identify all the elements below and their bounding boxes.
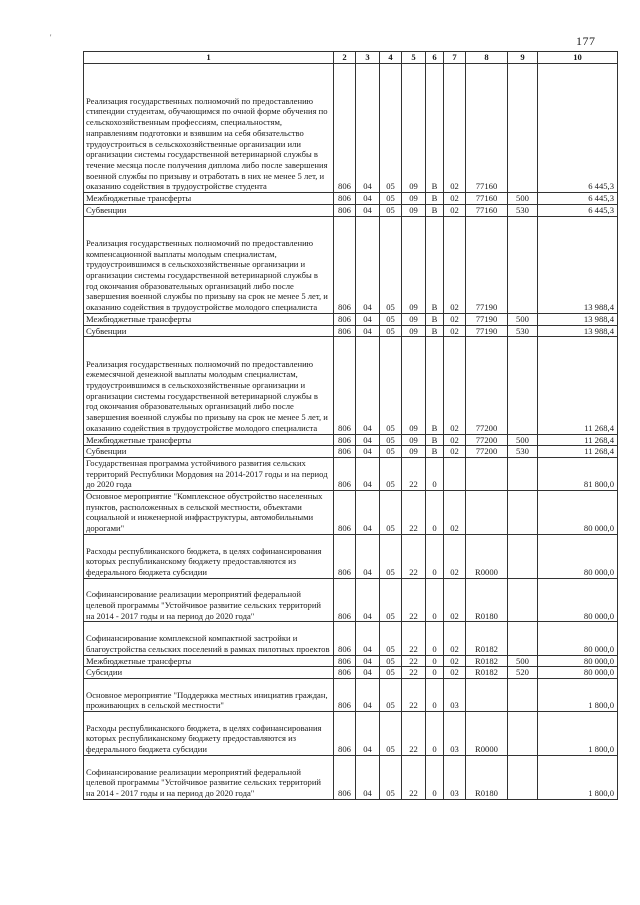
direction-code: R0000 bbox=[466, 712, 508, 756]
event-code: 02 bbox=[444, 622, 466, 655]
amount: 13 988,4 bbox=[538, 313, 618, 325]
section-code: 04 bbox=[356, 655, 380, 667]
row-description: Субвенции bbox=[84, 325, 334, 337]
expense-type-code bbox=[508, 712, 538, 756]
row-description: Реализация государственных полномочий по предоставлению ежемесячной денежной выплаты молодым специалистам, трудоустроившимся в сельскохозяйственные организации и организации системы государственной ветеринарной службы в год окончания образовательных организаций либо после завершения военной службы по призыву на срок не менее 5 лет, и оказанию содействия в трудоустройстве молодого специалиста bbox=[84, 337, 334, 434]
subprogram-code: 0 bbox=[426, 655, 444, 667]
subprogram-code: В bbox=[426, 446, 444, 458]
column-header: 4 bbox=[380, 52, 402, 64]
expense-type-code: 520 bbox=[508, 667, 538, 679]
direction-code: 77160 bbox=[466, 193, 508, 205]
event-code: 02 bbox=[444, 216, 466, 313]
amount: 80 000,0 bbox=[538, 491, 618, 535]
program-code: 22 bbox=[402, 667, 426, 679]
expense-type-code bbox=[508, 216, 538, 313]
expense-type-code: 530 bbox=[508, 204, 538, 216]
ministry-code: 806 bbox=[334, 337, 356, 434]
program-code: 09 bbox=[402, 325, 426, 337]
program-code: 09 bbox=[402, 446, 426, 458]
row-description: Межбюджетные трансферты bbox=[84, 193, 334, 205]
event-code: 03 bbox=[444, 678, 466, 711]
section-code: 04 bbox=[356, 446, 380, 458]
table-row bbox=[84, 712, 618, 756]
direction-code: R0182 bbox=[466, 622, 508, 655]
subsection-code: 05 bbox=[380, 216, 402, 313]
direction-code: 77200 bbox=[466, 337, 508, 434]
subsection-code: 05 bbox=[380, 434, 402, 446]
subsection-code: 05 bbox=[380, 446, 402, 458]
page-number: 177 bbox=[576, 34, 596, 48]
column-header: 2 bbox=[334, 52, 356, 64]
expense-type-code: 530 bbox=[508, 325, 538, 337]
event-code: 02 bbox=[444, 204, 466, 216]
column-header: 5 bbox=[402, 52, 426, 64]
row-description: Государственная программа устойчивого развития сельских территорий Республики Мордовия на 2014-2017 годы и на период до 2020 года bbox=[84, 457, 334, 490]
expense-type-code: 500 bbox=[508, 655, 538, 667]
amount: 6 445,3 bbox=[538, 204, 618, 216]
table-row bbox=[84, 325, 618, 337]
amount: 80 000,0 bbox=[538, 578, 618, 622]
subsection-code: 05 bbox=[380, 204, 402, 216]
subprogram-code: В bbox=[426, 325, 444, 337]
row-description: Расходы республиканского бюджета, в целях софинансирования которых республиканскому бюджету предоставляются из федерального бюджета субсидии bbox=[84, 534, 334, 578]
event-code: 02 bbox=[444, 325, 466, 337]
row-description: Межбюджетные трансферты bbox=[84, 655, 334, 667]
subsection-code: 05 bbox=[380, 655, 402, 667]
table-row bbox=[84, 622, 618, 655]
ministry-code: 806 bbox=[334, 578, 356, 622]
row-description: Межбюджетные трансферты bbox=[84, 434, 334, 446]
subsection-code: 05 bbox=[380, 337, 402, 434]
row-description: Основное мероприятие "Поддержка местных инициатив граждан, проживающих в сельской местности" bbox=[84, 678, 334, 711]
table-row bbox=[84, 313, 618, 325]
direction-code: 77160 bbox=[466, 63, 508, 192]
section-code: 04 bbox=[356, 755, 380, 799]
subsection-code: 05 bbox=[380, 313, 402, 325]
program-code: 09 bbox=[402, 337, 426, 434]
section-code: 04 bbox=[356, 491, 380, 535]
expense-type-code: 500 bbox=[508, 434, 538, 446]
program-code: 22 bbox=[402, 457, 426, 490]
ministry-code: 806 bbox=[334, 434, 356, 446]
direction-code bbox=[466, 678, 508, 711]
ministry-code: 806 bbox=[334, 313, 356, 325]
ministry-code: 806 bbox=[334, 216, 356, 313]
table-header-row bbox=[84, 52, 618, 64]
program-code: 09 bbox=[402, 216, 426, 313]
section-code: 04 bbox=[356, 193, 380, 205]
event-code: 02 bbox=[444, 193, 466, 205]
table-row bbox=[84, 193, 618, 205]
scan-mark: ' bbox=[50, 33, 52, 42]
column-header: 10 bbox=[538, 52, 618, 64]
section-code: 04 bbox=[356, 216, 380, 313]
column-header: 3 bbox=[356, 52, 380, 64]
subprogram-code: В bbox=[426, 193, 444, 205]
amount: 11 268,4 bbox=[538, 446, 618, 458]
table-row bbox=[84, 63, 618, 192]
amount: 80 000,0 bbox=[538, 622, 618, 655]
table-row bbox=[84, 578, 618, 622]
program-code: 22 bbox=[402, 678, 426, 711]
table-row bbox=[84, 655, 618, 667]
section-code: 04 bbox=[356, 63, 380, 192]
program-code: 09 bbox=[402, 204, 426, 216]
program-code: 22 bbox=[402, 712, 426, 756]
subprogram-code: 0 bbox=[426, 667, 444, 679]
program-code: 09 bbox=[402, 313, 426, 325]
subsection-code: 05 bbox=[380, 63, 402, 192]
subprogram-code: 0 bbox=[426, 491, 444, 535]
section-code: 04 bbox=[356, 578, 380, 622]
section-code: 04 bbox=[356, 678, 380, 711]
event-code: 02 bbox=[444, 337, 466, 434]
table-row bbox=[84, 337, 618, 434]
direction-code: R0000 bbox=[466, 534, 508, 578]
ministry-code: 806 bbox=[334, 622, 356, 655]
ministry-code: 806 bbox=[334, 446, 356, 458]
subprogram-code: 0 bbox=[426, 678, 444, 711]
event-code: 02 bbox=[444, 578, 466, 622]
amount: 11 268,4 bbox=[538, 337, 618, 434]
direction-code: R0180 bbox=[466, 578, 508, 622]
ministry-code: 806 bbox=[334, 667, 356, 679]
subprogram-code: В bbox=[426, 313, 444, 325]
expense-type-code bbox=[508, 678, 538, 711]
table-row bbox=[84, 446, 618, 458]
amount: 6 445,3 bbox=[538, 193, 618, 205]
event-code: 02 bbox=[444, 434, 466, 446]
program-code: 09 bbox=[402, 63, 426, 192]
program-code: 22 bbox=[402, 534, 426, 578]
ministry-code: 806 bbox=[334, 325, 356, 337]
section-code: 04 bbox=[356, 622, 380, 655]
table-row bbox=[84, 204, 618, 216]
table-row bbox=[84, 434, 618, 446]
table-row bbox=[84, 755, 618, 799]
subprogram-code: В bbox=[426, 337, 444, 434]
row-description: Софинансирование комплексной компактной застройки и благоустройства сельских поселений в рамках пилотных проектов bbox=[84, 622, 334, 655]
ministry-code: 806 bbox=[334, 534, 356, 578]
direction-code: 77200 bbox=[466, 434, 508, 446]
event-code: 02 bbox=[444, 63, 466, 192]
subprogram-code: В bbox=[426, 434, 444, 446]
amount: 6 445,3 bbox=[538, 63, 618, 192]
ministry-code: 806 bbox=[334, 457, 356, 490]
expense-type-code: 500 bbox=[508, 193, 538, 205]
subprogram-code: В bbox=[426, 216, 444, 313]
row-description: Субвенции bbox=[84, 446, 334, 458]
table-row bbox=[84, 491, 618, 535]
amount: 81 800,0 bbox=[538, 457, 618, 490]
subprogram-code: 0 bbox=[426, 457, 444, 490]
table-row bbox=[84, 216, 618, 313]
direction-code: 77190 bbox=[466, 313, 508, 325]
row-description: Основное мероприятие "Комплексное обустройство населенных пунктов, расположенных в сельской местности, объектами социальной и инженерной инфраструктуры, автомобильными дорогами" bbox=[84, 491, 334, 535]
program-code: 22 bbox=[402, 622, 426, 655]
direction-code: 77190 bbox=[466, 216, 508, 313]
expense-type-code bbox=[508, 534, 538, 578]
subprogram-code: 0 bbox=[426, 534, 444, 578]
section-code: 04 bbox=[356, 325, 380, 337]
row-description: Расходы республиканского бюджета, в целях софинансирования которых республиканскому бюджету предоставляются из федерального бюджета субсидии bbox=[84, 712, 334, 756]
subsection-code: 05 bbox=[380, 667, 402, 679]
event-code: 03 bbox=[444, 712, 466, 756]
expense-type-code: 530 bbox=[508, 446, 538, 458]
amount: 11 268,4 bbox=[538, 434, 618, 446]
row-description: Софинансирование реализации мероприятий федеральной целевой программы "Устойчивое развитие сельских территорий на 2014 - 2017 годы и на период до 2020 года" bbox=[84, 578, 334, 622]
section-code: 04 bbox=[356, 534, 380, 578]
subsection-code: 05 bbox=[380, 755, 402, 799]
column-header: 1 bbox=[84, 52, 334, 64]
row-description: Межбюджетные трансферты bbox=[84, 313, 334, 325]
subsection-code: 05 bbox=[380, 457, 402, 490]
section-code: 04 bbox=[356, 434, 380, 446]
subprogram-code: 0 bbox=[426, 712, 444, 756]
budget-table bbox=[83, 51, 618, 800]
column-header: 9 bbox=[508, 52, 538, 64]
row-description: Реализация государственных полномочий по предоставлению компенсационной выплаты молодым специалистам, трудоустроившимся в сельскохозяйственные организации и организации системы государственной ветеринарной службы в год окончания образовательных организаций либо после завершения военной службы по призыву на срок не менее 5 лет, и оказанию содействия в трудоустройстве молодого специалиста bbox=[84, 216, 334, 313]
program-code: 09 bbox=[402, 434, 426, 446]
expense-type-code bbox=[508, 63, 538, 192]
expense-type-code bbox=[508, 755, 538, 799]
event-code: 03 bbox=[444, 755, 466, 799]
ministry-code: 806 bbox=[334, 63, 356, 192]
column-header: 6 bbox=[426, 52, 444, 64]
table-row bbox=[84, 667, 618, 679]
event-code: 02 bbox=[444, 313, 466, 325]
amount: 80 000,0 bbox=[538, 534, 618, 578]
expense-type-code bbox=[508, 337, 538, 434]
direction-code: R0182 bbox=[466, 667, 508, 679]
subsection-code: 05 bbox=[380, 622, 402, 655]
event-code: 02 bbox=[444, 491, 466, 535]
row-description: Субвенции bbox=[84, 204, 334, 216]
expense-type-code bbox=[508, 578, 538, 622]
program-code: 22 bbox=[402, 578, 426, 622]
section-code: 04 bbox=[356, 457, 380, 490]
direction-code: R0180 bbox=[466, 755, 508, 799]
subsection-code: 05 bbox=[380, 712, 402, 756]
program-code: 22 bbox=[402, 655, 426, 667]
section-code: 04 bbox=[356, 337, 380, 434]
subprogram-code: В bbox=[426, 204, 444, 216]
expense-type-code: 500 bbox=[508, 313, 538, 325]
event-code: 02 bbox=[444, 446, 466, 458]
subsection-code: 05 bbox=[380, 491, 402, 535]
subsection-code: 05 bbox=[380, 534, 402, 578]
direction-code bbox=[466, 457, 508, 490]
table-row bbox=[84, 534, 618, 578]
ministry-code: 806 bbox=[334, 755, 356, 799]
amount: 80 000,0 bbox=[538, 667, 618, 679]
direction-code: R0182 bbox=[466, 655, 508, 667]
program-code: 22 bbox=[402, 755, 426, 799]
program-code: 22 bbox=[402, 491, 426, 535]
row-description: Субсидии bbox=[84, 667, 334, 679]
direction-code: 77190 bbox=[466, 325, 508, 337]
amount: 1 800,0 bbox=[538, 755, 618, 799]
column-header: 8 bbox=[466, 52, 508, 64]
table-row bbox=[84, 457, 618, 490]
subprogram-code: 0 bbox=[426, 622, 444, 655]
amount: 1 800,0 bbox=[538, 712, 618, 756]
event-code: 02 bbox=[444, 655, 466, 667]
ministry-code: 806 bbox=[334, 204, 356, 216]
expense-type-code bbox=[508, 622, 538, 655]
direction-code: 77200 bbox=[466, 446, 508, 458]
section-code: 04 bbox=[356, 712, 380, 756]
subsection-code: 05 bbox=[380, 578, 402, 622]
subprogram-code: 0 bbox=[426, 755, 444, 799]
program-code: 09 bbox=[402, 193, 426, 205]
subsection-code: 05 bbox=[380, 325, 402, 337]
row-description: Софинансирование реализации мероприятий федеральной целевой программы "Устойчивое развитие сельских территорий на 2014 - 2017 годы и на период до 2020 года" bbox=[84, 755, 334, 799]
ministry-code: 806 bbox=[334, 655, 356, 667]
event-code: 02 bbox=[444, 667, 466, 679]
direction-code: 77160 bbox=[466, 204, 508, 216]
subsection-code: 05 bbox=[380, 678, 402, 711]
ministry-code: 806 bbox=[334, 678, 356, 711]
subprogram-code: 0 bbox=[426, 578, 444, 622]
amount: 13 988,4 bbox=[538, 216, 618, 313]
section-code: 04 bbox=[356, 667, 380, 679]
direction-code bbox=[466, 491, 508, 535]
ministry-code: 806 bbox=[334, 712, 356, 756]
subprogram-code: В bbox=[426, 63, 444, 192]
section-code: 04 bbox=[356, 313, 380, 325]
column-header: 7 bbox=[444, 52, 466, 64]
subsection-code: 05 bbox=[380, 193, 402, 205]
table-row bbox=[84, 678, 618, 711]
event-code: 02 bbox=[444, 534, 466, 578]
row-description: Реализация государственных полномочий по предоставлению стипендии студентам, обучающимся по очной форме обучения по сельскохозяйственным профессиям, специальностям, направлениям подготовки и взявшим на себя обязательство трудоустроиться в сельскохозяйственные организации или организации системы государственной ветеринарной службы в течение месяца после получения диплома либо после завершения военной службы по призыву и отработать в них не менее 5 лет, и оказанию содействия в трудоустройстве студента bbox=[84, 63, 334, 192]
amount: 13 988,4 bbox=[538, 325, 618, 337]
ministry-code: 806 bbox=[334, 491, 356, 535]
section-code: 04 bbox=[356, 204, 380, 216]
ministry-code: 806 bbox=[334, 193, 356, 205]
amount: 80 000,0 bbox=[538, 655, 618, 667]
amount: 1 800,0 bbox=[538, 678, 618, 711]
expense-type-code bbox=[508, 457, 538, 490]
event-code bbox=[444, 457, 466, 490]
expense-type-code bbox=[508, 491, 538, 535]
